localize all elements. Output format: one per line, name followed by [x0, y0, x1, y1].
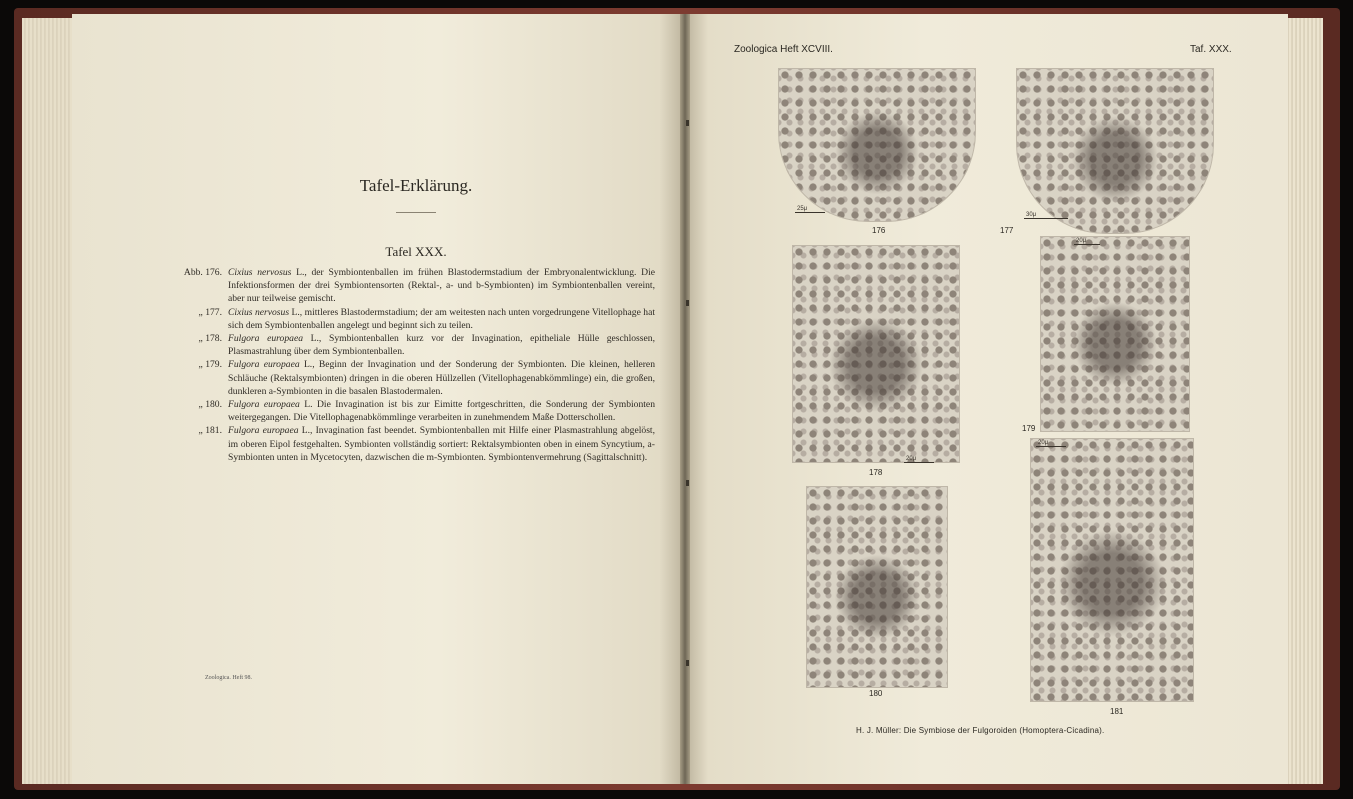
figure-label: 178	[869, 468, 883, 477]
title-divider	[396, 212, 436, 213]
entry-text	[228, 266, 655, 306]
micrograph-179	[1040, 236, 1190, 432]
plate-caption: H. J. Müller: Die Symbiose der Fulgoroiden (Homoptera-Cicadina).	[856, 726, 1105, 735]
micrograph-178	[792, 245, 960, 463]
species-name: Cixius nervosus	[228, 306, 290, 318]
entry-description: L., mittleres Blastodermstadium; der am weitesten nach unten vorgedrungene Vitellophage hat sich dem Symbiontenballen angelegt und beginnt sich zu teilen.	[228, 306, 655, 331]
scale-bar: 20μ	[904, 456, 934, 463]
entry-number: „ 177.	[198, 306, 222, 318]
book-gutter	[680, 14, 690, 784]
figure-label: 181	[1110, 707, 1124, 716]
entry-description: L., Symbiontenballen kurz vor der Invagination, epitheliale Hülle geschlossen, Plasmastrahlung über dem Symbiontenballen.	[228, 333, 655, 358]
figure-label: 176	[872, 226, 886, 235]
scale-bar: 20μ	[1074, 238, 1100, 245]
species-name: Cixius nervosus	[228, 267, 292, 278]
entry-text	[228, 398, 655, 424]
binding-stitch	[686, 120, 689, 126]
entry-description: L. Die Invagination ist bis zur Eimitte fortgeschritten, die Sonderung der Symbionten weitergegangen. Die Vitellophagenabkömmlinge verarbeiten in zunehmendem Maße Dotterschollen.	[228, 399, 655, 424]
entry-description: L., der Symbiontenballen im frühen Blastodermstadium der Embryonalentwicklung. Die Infektionsformen der drei Symbiontensorten (Rektal-, a- und b-Symbionten) im Symbiontenballen vereint, aber nur teilweise gemischt.	[228, 267, 655, 305]
plate-number: Taf. XXX.	[1190, 44, 1232, 55]
micrograph-181	[1030, 438, 1194, 702]
species-name: Fulgora europaea	[228, 333, 303, 345]
page-title: Tafel-Erklärung.	[359, 176, 473, 195]
list-item	[183, 398, 655, 424]
entry-number: „ 181.	[198, 425, 222, 437]
left-page-edges	[22, 18, 78, 784]
list-item	[183, 358, 655, 398]
species-name: Fulgora europaea	[228, 359, 300, 371]
figure-label: 180	[869, 689, 883, 698]
journal-header: Zoologica Heft XCVIII.	[734, 44, 833, 55]
figure-label: 177	[1000, 226, 1014, 235]
page-footer: Zoologica. Heft 98.	[205, 675, 252, 681]
entry-text	[228, 306, 655, 332]
entry-text	[228, 358, 655, 398]
species-name: Fulgora europaea	[228, 399, 300, 411]
binding-stitch	[686, 480, 689, 486]
scale-bar: 30μ	[1024, 212, 1068, 219]
entry-text	[228, 332, 655, 358]
list-item	[183, 306, 655, 332]
plate-subtitle: Tafel XXX.	[385, 244, 447, 259]
micrograph-180	[806, 486, 948, 688]
micrograph-177	[1016, 68, 1214, 234]
binding-stitch	[686, 300, 689, 306]
entry-number: Abb. 176.	[183, 267, 222, 278]
scale-bar: 20μ	[1036, 440, 1066, 447]
entry-description: L., Invagination fast beendet. Symbiontenballen mit Hilfe einer Plasmastrahlung abgelöst, im oberen Eipol festgehalten. Symbionten vollständig sortiert: Rektalsymbionten oben in einem Syncytium, a-Symbionten unten in Mycetocyten, dazwischen die m-Symbionten. Symbiontenvermehrung (Sagittalschnitt).	[228, 425, 655, 463]
right-page-edges	[1285, 18, 1323, 784]
list-item	[183, 266, 655, 306]
entry-text	[228, 424, 655, 464]
list-item	[183, 332, 655, 358]
list-item	[183, 424, 655, 464]
figure-label: 179	[1022, 424, 1036, 433]
figure-explanations	[183, 266, 655, 464]
entry-number: „ 178.	[198, 333, 222, 345]
binding-stitch	[686, 660, 689, 666]
entry-number: „ 180.	[198, 399, 222, 411]
scale-bar: 25μ	[795, 206, 825, 213]
entry-number: „ 179.	[198, 359, 222, 371]
entry-description: L., Beginn der Invagination und der Sonderung der Symbionten. Die kleinen, helleren Schläuche (Rektalsymbionten) dringen in die oberen Hüllzellen (Vitellophagenabkömmlinge) ein, die großen, dunkleren a-Symbionten in die basalen Blastodermalen.	[228, 359, 655, 397]
species-name: Fulgora europaea	[228, 425, 299, 437]
